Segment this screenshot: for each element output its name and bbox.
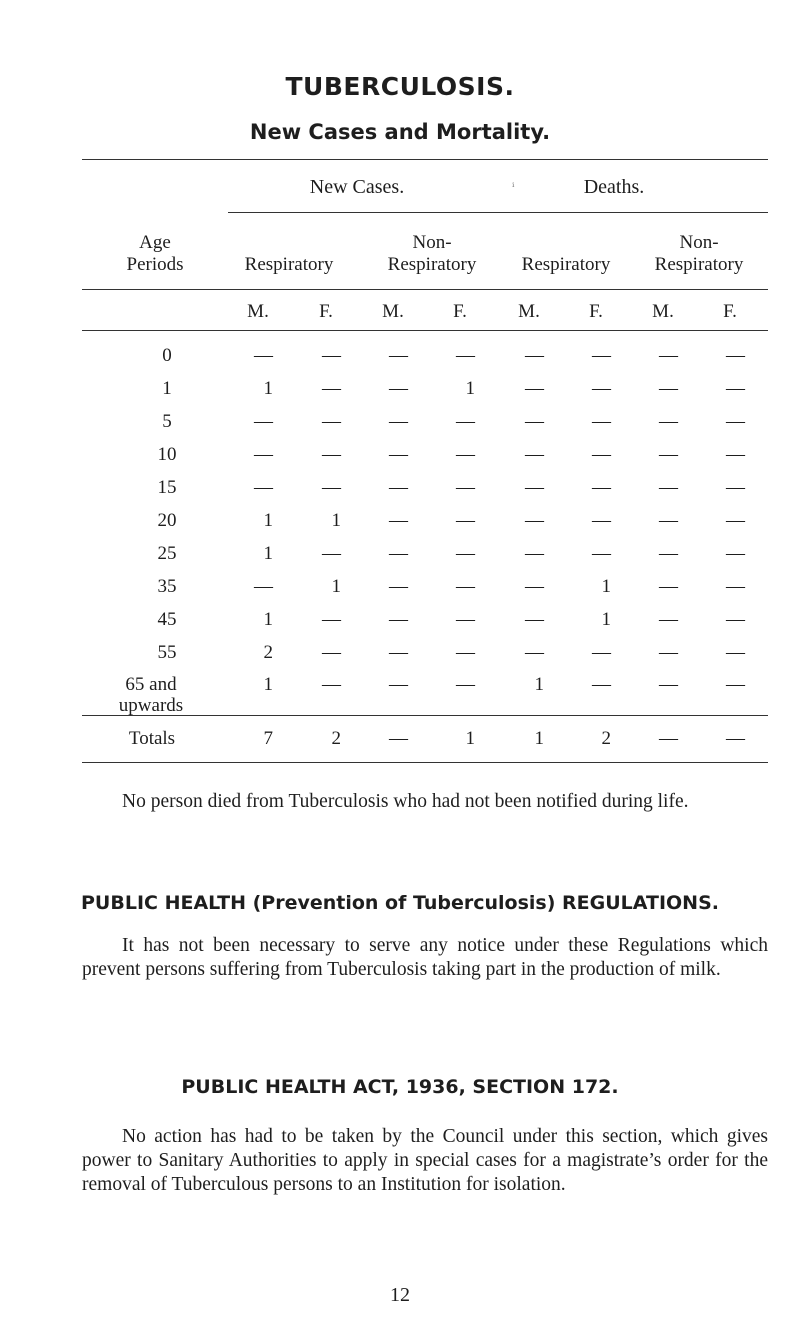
data-cell: —	[659, 609, 678, 630]
data-cell: —	[389, 576, 408, 597]
data-cell: —	[659, 510, 678, 531]
data-cell: 1	[263, 609, 273, 630]
regulations-text: It has not been necessary to serve any notice under these Regulations which prevent persons suffering from Tuberculosis taking part in the production of milk.	[82, 935, 768, 980]
data-cell: —	[322, 444, 341, 465]
group-header-rule	[228, 212, 768, 213]
data-cell: —	[389, 674, 408, 695]
data-cell: —	[659, 411, 678, 432]
page-subtitle: New Cases and Mortality.	[249, 120, 551, 144]
data-cell: —	[726, 642, 745, 663]
sex-header: M.	[382, 301, 404, 322]
data-cell: —	[456, 609, 475, 630]
data-cell: —	[525, 609, 544, 630]
table-top-rule	[82, 159, 768, 160]
data-cell: 1	[263, 378, 273, 399]
page-number: 12	[390, 1284, 410, 1306]
age-cell: 35	[157, 576, 177, 597]
age-cell: 45	[157, 609, 177, 630]
regulations-heading: PUBLIC HEALTH (Prevention of Tuberculosis) REGULATIONS.	[81, 892, 719, 914]
public-health-act-paragraph	[82, 1125, 768, 1197]
totals-label: Totals	[128, 728, 176, 749]
data-cell: —	[592, 543, 611, 564]
data-cell: —	[726, 477, 745, 498]
data-cell: —	[389, 543, 408, 564]
data-cell: —	[456, 345, 475, 366]
data-cell: —	[456, 642, 475, 663]
sex-header-rule	[82, 330, 768, 331]
sex-header: M.	[247, 301, 269, 322]
data-cell: 1	[263, 674, 273, 695]
data-cell: —	[254, 345, 273, 366]
data-cell: 1	[465, 378, 475, 399]
header-deaths-non-prefix: Non-	[679, 232, 719, 253]
data-cell: —	[592, 378, 611, 399]
data-cell: —	[726, 674, 745, 695]
data-cell: 1	[601, 609, 611, 630]
data-cell: 1	[331, 510, 341, 531]
age-cell: 65 and	[125, 674, 177, 695]
group-header-new-cases: New Cases.	[309, 176, 405, 198]
total-cell: 2	[331, 728, 341, 749]
totals-top-rule	[82, 715, 768, 716]
data-cell: —	[389, 411, 408, 432]
data-cell: —	[389, 345, 408, 366]
data-cell: —	[322, 674, 341, 695]
age-cell: 5	[162, 411, 172, 432]
data-cell: —	[525, 444, 544, 465]
data-cell: —	[322, 378, 341, 399]
data-cell: —	[726, 543, 745, 564]
data-cell: —	[456, 543, 475, 564]
regulations-paragraph	[82, 934, 768, 982]
total-cell: 7	[263, 728, 273, 749]
data-cell: —	[592, 674, 611, 695]
data-cell: —	[322, 477, 341, 498]
age-cell: 55	[157, 642, 177, 663]
data-cell: —	[525, 543, 544, 564]
data-cell: —	[254, 576, 273, 597]
data-cell: —	[659, 543, 678, 564]
data-cell: —	[592, 477, 611, 498]
age-header-line2: Periods	[126, 254, 184, 275]
data-cell: 1	[331, 576, 341, 597]
age-cell: 1	[162, 378, 172, 399]
data-cell: —	[456, 477, 475, 498]
public-health-act-heading: PUBLIC HEALTH ACT, 1936, SECTION 172.	[181, 1076, 619, 1098]
header-new-non-prefix: Non-	[412, 232, 452, 253]
age-cell: 15	[157, 477, 177, 498]
total-cell: —	[659, 728, 678, 749]
data-cell: —	[726, 576, 745, 597]
data-cell: 1	[263, 543, 273, 564]
age-cell: 10	[157, 444, 177, 465]
data-cell: —	[389, 444, 408, 465]
data-cell: —	[525, 510, 544, 531]
data-cell: —	[389, 642, 408, 663]
age-cell: 0	[162, 345, 172, 366]
header-new-non-respiratory: Respiratory	[387, 254, 477, 275]
age-cell: 20	[157, 510, 177, 531]
data-cell: —	[659, 674, 678, 695]
sex-header: M.	[518, 301, 540, 322]
total-cell: —	[389, 728, 408, 749]
data-cell: 2	[263, 642, 273, 663]
data-cell: —	[456, 411, 475, 432]
data-cell: —	[525, 345, 544, 366]
data-cell: 1	[263, 510, 273, 531]
data-cell: —	[525, 411, 544, 432]
data-cell: —	[389, 510, 408, 531]
age-header-line1: Age	[139, 232, 171, 253]
header-new-respiratory: Respiratory	[244, 254, 334, 275]
total-cell: 2	[601, 728, 611, 749]
total-cell: 1	[465, 728, 475, 749]
sex-header: F.	[723, 301, 737, 322]
data-cell: —	[726, 609, 745, 630]
data-cell: —	[592, 642, 611, 663]
header-deaths-respiratory: Respiratory	[521, 254, 611, 275]
data-cell: —	[592, 444, 611, 465]
data-cell: —	[525, 642, 544, 663]
data-cell: —	[726, 510, 745, 531]
sex-header: F.	[589, 301, 603, 322]
data-cell: —	[659, 642, 678, 663]
data-cell: —	[322, 411, 341, 432]
sex-header: F.	[453, 301, 467, 322]
group-header-deaths: Deaths.	[583, 176, 645, 198]
data-cell: —	[389, 609, 408, 630]
data-cell: —	[389, 378, 408, 399]
data-cell: —	[659, 477, 678, 498]
data-cell: —	[254, 477, 273, 498]
data-cell: —	[456, 674, 475, 695]
data-cell: —	[389, 477, 408, 498]
subheader-rule	[82, 289, 768, 290]
data-cell: —	[659, 444, 678, 465]
public-health-act-text: No action has had to be taken by the Council under this section, which gives power to Sanitary Authorities to apply in special cases for a magistrate’s order for the removal of Tuberculous persons to an Institution for isolation.	[82, 1126, 768, 1195]
data-cell: —	[254, 411, 273, 432]
age-cell-continuation: upwards	[118, 695, 184, 716]
data-cell: —	[592, 411, 611, 432]
data-cell: —	[322, 609, 341, 630]
header-deaths-non-respiratory: Respiratory	[654, 254, 744, 275]
tick-mark: ⁱ	[512, 180, 515, 194]
total-cell: 1	[534, 728, 544, 749]
data-cell: —	[456, 444, 475, 465]
data-cell: 1	[534, 674, 544, 695]
data-cell: —	[592, 510, 611, 531]
table-bottom-rule	[82, 762, 768, 763]
data-cell: —	[456, 510, 475, 531]
data-cell: —	[592, 345, 611, 366]
notification-note-text: No person died from Tuberculosis who had not been notified during life.	[122, 791, 689, 812]
data-cell: —	[322, 345, 341, 366]
data-cell: —	[525, 576, 544, 597]
data-cell: —	[659, 576, 678, 597]
data-cell: —	[322, 642, 341, 663]
data-cell: —	[525, 477, 544, 498]
data-cell: 1	[601, 576, 611, 597]
data-cell: —	[659, 345, 678, 366]
data-cell: —	[525, 378, 544, 399]
data-cell: —	[456, 576, 475, 597]
data-cell: —	[322, 543, 341, 564]
age-cell: 25	[157, 543, 177, 564]
data-cell: —	[726, 345, 745, 366]
total-cell: —	[726, 728, 745, 749]
data-cell: —	[726, 444, 745, 465]
sex-header: M.	[652, 301, 674, 322]
sex-header: F.	[319, 301, 333, 322]
page-title: TUBERCULOSIS.	[285, 72, 515, 101]
data-cell: —	[726, 378, 745, 399]
data-cell: —	[726, 411, 745, 432]
data-cell: —	[254, 444, 273, 465]
data-cell: —	[659, 378, 678, 399]
notification-note	[82, 790, 768, 814]
